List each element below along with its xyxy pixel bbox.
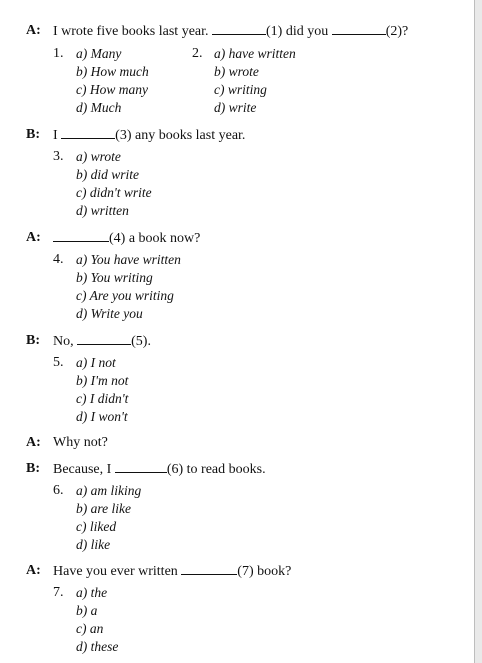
dialogue-line-4 — [53, 333, 151, 350]
question-number: 3. — [53, 149, 64, 164]
page-edge-border — [474, 0, 482, 663]
answer-blank-6[interactable] — [115, 461, 167, 473]
option-4d[interactable]: d) Write you — [76, 306, 143, 321]
option-1b[interactable]: b) How much — [76, 64, 149, 79]
option-2d[interactable]: d) write — [214, 100, 257, 115]
dialogue-line-7 — [53, 563, 291, 580]
dialogue-line-3 — [53, 230, 200, 247]
option-2a[interactable]: a) have written — [214, 46, 296, 61]
option-7c[interactable]: c) an — [76, 621, 104, 636]
dialogue-text: (6) to read books. — [166, 462, 266, 477]
option-6d[interactable]: d) like — [76, 537, 111, 552]
option-2c[interactable]: c) writing — [214, 82, 267, 97]
answer-blank-3[interactable] — [61, 127, 115, 139]
option-5d[interactable]: d) I won't — [76, 409, 128, 424]
option-1d[interactable]: d) Much — [76, 100, 122, 115]
speaker-label: B: — [26, 127, 40, 142]
option-1c[interactable]: c) How many — [76, 82, 148, 97]
question-number: 6. — [53, 483, 64, 498]
question-number: 5. — [53, 355, 64, 370]
dialogue-text: (1) did you — [266, 24, 329, 39]
dialogue-text: (5). — [131, 334, 151, 349]
option-4a[interactable]: a) You have written — [76, 252, 181, 267]
option-5c[interactable]: c) I didn't — [76, 391, 129, 406]
option-6c[interactable]: c) liked — [76, 519, 117, 534]
dialogue-text: Because, I — [53, 462, 112, 477]
speaker-label: A: — [26, 435, 41, 450]
option-3b[interactable]: b) did write — [76, 167, 139, 182]
question-number: 4. — [53, 252, 64, 267]
question-number: 1. — [53, 46, 64, 61]
dialogue-line-1 — [53, 23, 408, 40]
answer-blank-7[interactable] — [181, 563, 237, 575]
dialogue-text: No, — [53, 334, 74, 349]
option-7d[interactable]: d) these — [76, 639, 119, 654]
option-5b[interactable]: b) I'm not — [76, 373, 129, 388]
speaker-label: A: — [26, 23, 41, 38]
option-6a[interactable]: a) am liking — [76, 483, 142, 498]
option-1a[interactable]: a) Many — [76, 46, 122, 61]
option-3c[interactable]: c) didn't write — [76, 185, 152, 200]
dialogue-text: I wrote five books last year. — [53, 24, 209, 39]
speaker-label: A: — [26, 230, 41, 245]
option-4c[interactable]: c) Are you writing — [76, 288, 174, 303]
option-4b[interactable]: b) You writing — [76, 270, 153, 285]
dialogue-line-5: Why not? — [53, 435, 108, 450]
option-2b[interactable]: b) wrote — [214, 64, 259, 79]
answer-blank-2[interactable] — [332, 23, 386, 35]
speaker-label: B: — [26, 333, 40, 348]
dialogue-text: (7) book? — [237, 564, 292, 579]
dialogue-text: I — [53, 128, 58, 143]
question-number: 7. — [53, 585, 64, 600]
dialogue-text: (4) a book now? — [109, 231, 201, 246]
option-6b[interactable]: b) are like — [76, 501, 131, 516]
option-3d[interactable]: d) written — [76, 203, 129, 218]
answer-blank-5[interactable] — [77, 333, 131, 345]
dialogue-line-2 — [53, 127, 245, 144]
option-3a[interactable]: a) wrote — [76, 149, 121, 164]
option-7b[interactable]: b) a — [76, 603, 98, 618]
speaker-label: B: — [26, 461, 40, 476]
answer-blank-1[interactable] — [212, 23, 266, 35]
speaker-label: A: — [26, 563, 41, 578]
option-5a[interactable]: a) I not — [76, 355, 116, 370]
question-number: 2. — [192, 46, 203, 61]
answer-blank-4[interactable] — [53, 230, 109, 242]
dialogue-line-6 — [53, 461, 266, 478]
dialogue-text: (3) any books last year. — [115, 128, 246, 143]
option-7a[interactable]: a) the — [76, 585, 108, 600]
dialogue-text: (2)? — [385, 24, 409, 39]
dialogue-text: Have you ever written — [53, 564, 178, 579]
